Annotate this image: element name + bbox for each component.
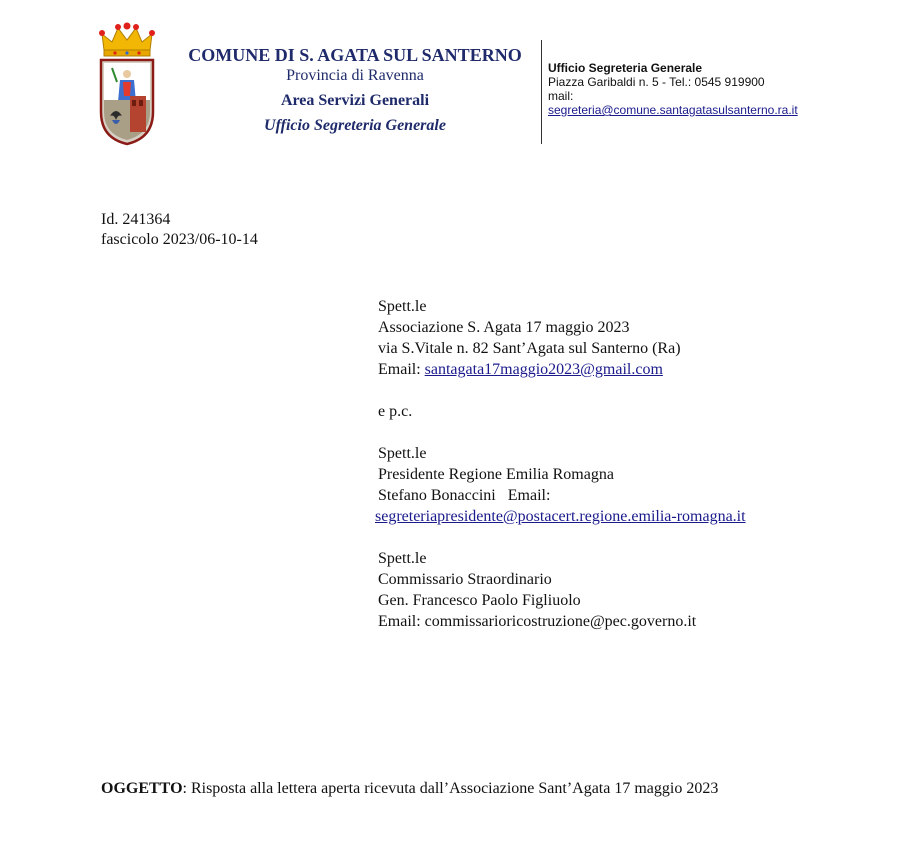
contact-mail-label: mail: <box>548 89 574 103</box>
cc2-role: Commissario Straordinario <box>378 571 552 588</box>
contact-email-link[interactable]: segreteria@comune.santagatasulsanterno.ra.it <box>548 103 798 117</box>
cc1-name-email-label: Stefano Bonaccini Email: <box>378 487 551 504</box>
contact-address: Piazza Garibaldi n. 5 - Tel.: 0545 919900 <box>548 75 765 89</box>
area-name: Area Servizi Generali <box>280 92 430 109</box>
cc1-salutation: Spett.le <box>378 445 427 462</box>
letter-subject <box>101 778 791 799</box>
subject-text: : Risposta alla lettera aperta ricevuta dall’Associazione Sant’Agata 17 maggio 2023 <box>182 780 719 797</box>
cc1-role: Presidente Regione Emilia Romagna <box>378 466 614 483</box>
document-reference <box>101 210 258 250</box>
header-divider <box>541 40 542 144</box>
recipient-email-label: Email: <box>378 361 421 378</box>
recipient-email-link[interactable]: santagata17maggio2023@gmail.com <box>424 361 663 378</box>
recipients-block <box>375 296 746 632</box>
municipality-name: COMUNE DI S. AGATA SUL SANTERNO <box>188 45 522 65</box>
contact-office-title: Ufficio Segreteria Generale <box>548 61 703 75</box>
recipient-salutation: Spett.le <box>378 298 427 315</box>
recipient-name: Associazione S. Agata 17 maggio 2023 <box>378 319 630 336</box>
cc2-name: Gen. Francesco Paolo Figliuolo <box>378 592 581 609</box>
recipient-email-line <box>378 359 746 380</box>
cc1-email-link[interactable]: segreteriapresidente@postacert.regione.emilia-romagna.it <box>375 508 746 525</box>
cc1-email-line <box>375 506 746 527</box>
subject-label: OGGETTO <box>101 780 183 797</box>
cc2-email-line: Email: commissarioricostruzione@pec.governo.it <box>378 613 697 630</box>
office-name: Ufficio Segreteria Generale <box>264 117 446 134</box>
document-fascicolo: fascicolo 2023/06-10-14 <box>101 231 258 248</box>
municipal-coat-of-arms-icon <box>98 20 156 146</box>
recipient-address: via S.Vitale n. 82 Sant’Agata sul Santerno (Ra) <box>378 340 681 357</box>
cc-label: e p.c. <box>378 403 413 420</box>
document-id: Id. 241364 <box>101 211 171 228</box>
province-name: Provincia di Ravenna <box>286 67 424 84</box>
letterhead-title-block <box>170 44 540 136</box>
cc2-salutation: Spett.le <box>378 550 427 567</box>
office-contact-block <box>548 61 798 117</box>
